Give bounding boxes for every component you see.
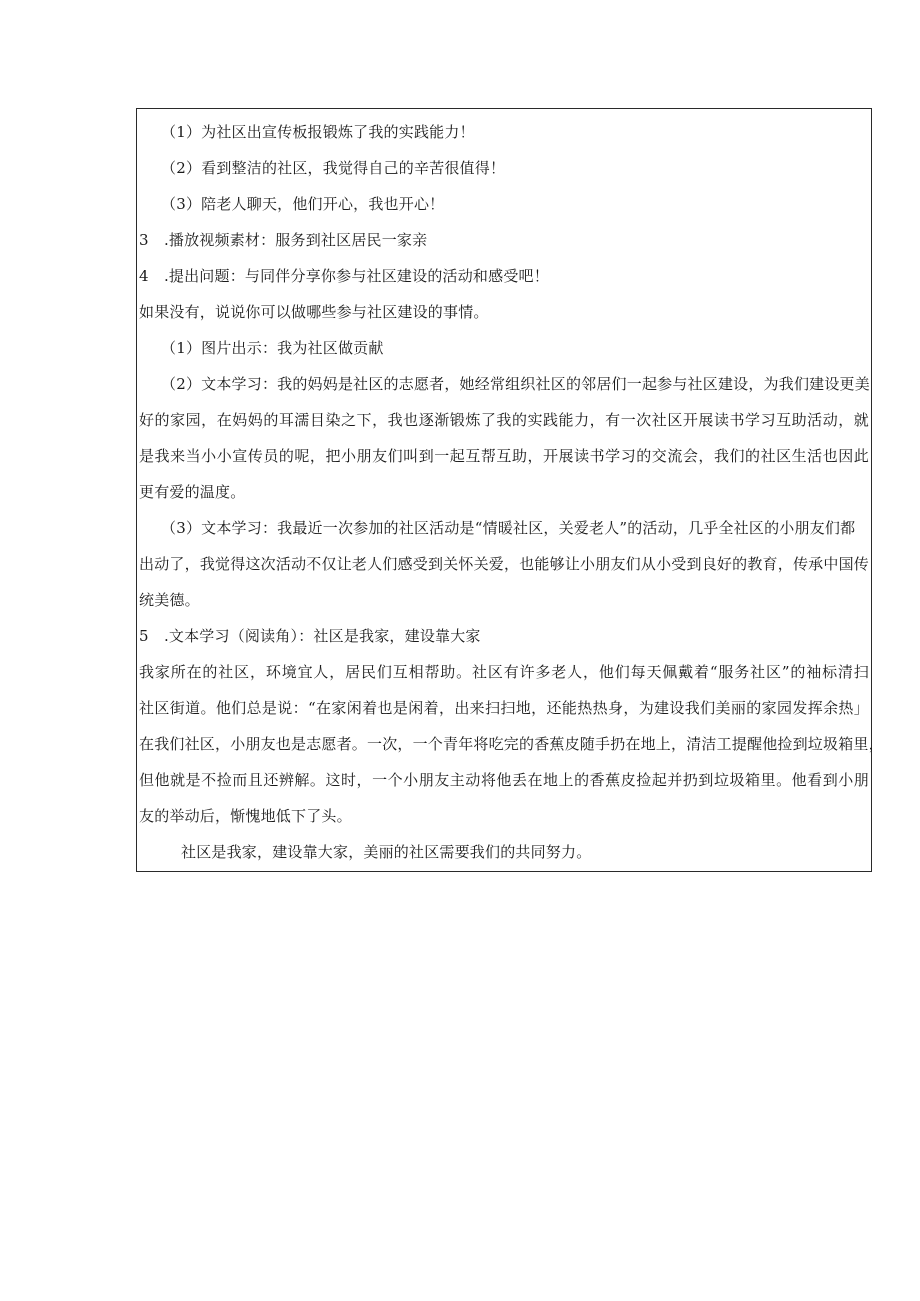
text-line: （3）文本学习：我最近一次参加的社区活动是“情暖社区，关爱老人”的活动，几乎全社区的小朋友们都: [161, 519, 856, 537]
text-line: （3）陪老人聊天，他们开心，我也开心！: [161, 195, 445, 213]
document-table-cell: [136, 108, 884, 872]
text-line: 我家所在的社区，环境宜人，居民们互相帮助。社区有许多老人，他们每天佩戴着“服务社区”的袖标清扫: [139, 663, 869, 681]
text-line: 出动了，我觉得这次活动不仅让老人们感受到关怀关爱，也能够让小朋友们从小受到良好的教育，传承中国传: [139, 555, 869, 573]
text-line: 社区是我家，建设靠大家，美丽的社区需要我们的共同努力。: [181, 843, 592, 861]
text-line: 是我来当小小宣传员的呢，把小朋友们叫到一起互帮互助，开展读书学习的交流会，我们的社区生活也因此: [139, 447, 869, 465]
text-line: 友的举动后，惭愧地低下了头。: [139, 807, 352, 825]
text-line: 在我们社区，小朋友也是志愿者。一次，一个青年将吃完的香蕉皮随手扔在地上，清洁工提醒他捡到垃圾箱里，: [139, 735, 884, 753]
text-line: （1）为社区出宣传板报锻炼了我的实践能力！: [161, 123, 475, 141]
text-line: （2）看到整洁的社区，我觉得自己的辛苦很值得！: [161, 159, 506, 177]
text-line: （1）图片出示：我为社区做贡献: [161, 339, 384, 357]
text-line: 社区街道。他们总是说：“在家闲着也是闲着，出来扫扫地，还能热热身，为建设我们美丽的家园发挥余热」: [139, 699, 869, 717]
text-line: 统美德。: [139, 591, 200, 609]
text-line: 5 .文本学习（阅读角）：社区是我家，建设靠大家: [139, 627, 481, 645]
text-line: 更有爱的温度。: [139, 483, 246, 501]
text-line: 但他就是不捡而且还辨解。这时，一个小朋友主动将他丢在地上的香蕉皮捡起并扔到垃圾箱里。他看到小朋: [139, 771, 869, 789]
text-line: （2）文本学习：我的妈妈是社区的志愿者，她经常组织社区的邻居们一起参与社区建设，为我们建设更美: [161, 375, 870, 393]
text-line: 3 .播放视频素材：服务到社区居民一家亲: [139, 231, 428, 249]
text-line: 4 .提出问题：与同伴分享你参与社区建设的活动和感受吧！: [139, 267, 549, 285]
text-line: 如果没有，说说你可以做哪些参与社区建设的事情。: [139, 303, 489, 321]
text-line: 好的家园，在妈妈的耳濡目染之下，我也逐渐锻炼了我的实践能力，有一次社区开展读书学习互助活动，就: [139, 411, 869, 429]
